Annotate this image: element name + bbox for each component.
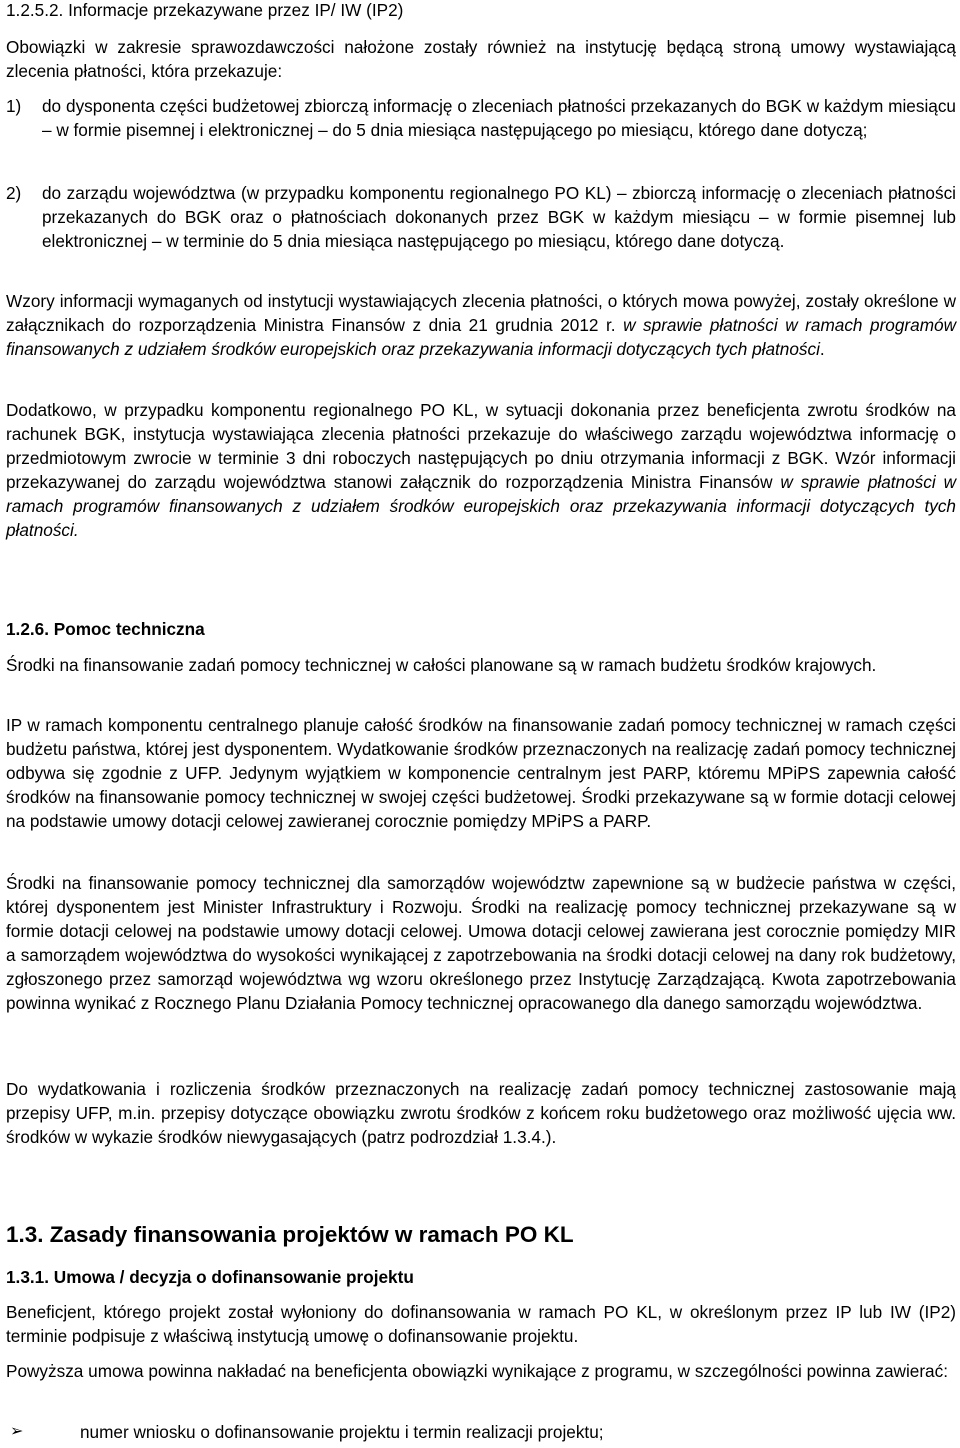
list-number: 1) (6, 96, 22, 116)
paragraph-srodki-krajowe: Środki na finansowanie zadań pomocy technicznej w całości planowane są w ramach budżetu środków krajowych. (6, 655, 877, 675)
bullet-item (6, 1420, 956, 1444)
heading-1-2-5-2: 1.2.5.2. Informacje przekazywane przez IP/ IW (IP2) (6, 0, 404, 20)
heading-1-3-1: 1.3.1. Umowa / decyzja o dofinansowanie projektu (6, 1267, 414, 1287)
list-item-2 (6, 181, 956, 253)
wzory-regulation-title: w sprawie płatności w ramach programów finansowanych z udziałem środków europejskich oraz przekazywania informacji dotyczących tych płatności (6, 315, 956, 359)
heading-1-2-6: 1.2.6. Pomoc techniczna (6, 619, 205, 639)
dodatkowo-text: Dodatkowo, w przypadku komponentu regionalnego PO KL, w sytuacji dokonania przez beneficjenta zwrotu środków na rachunek BGK, instytucja wystawiająca zlecenia płatności przekazuje do właściwego zarządu województwa informację o przedmiotowym zwrocie w terminie 3 dni roboczych następujących po dniu otrzymania informacji z BGK. Wzór informacji przekazywanej do zarządu województwa stanowi załącznik do rozporządzenia Ministra Finansów (6, 400, 956, 492)
list-text: do dysponenta części budżetowej zbiorczą informację o zleceniach płatności przekazanych do BGK w każdym miesiącu – w formie pisemnej i elektronicznej – do 5 dnia miesiąca następującego po miesiącu, którego dane dotyczą; (42, 96, 956, 140)
paragraph-wydatkowanie: Do wydatkowania i rozliczenia środków przeznaczonych na realizację zadań pomocy technicznej zastosowanie mają przepisy UFP, m.in. przepisy dotyczące obowiązku zwrotu środków z końcem roku budżetowego oraz możliwość ujęcia ww. środków w wykazie środków niewygasających (patrz podrozdział 1.3.4.). (6, 1079, 956, 1147)
paragraph-beneficjent: Beneficjent, którego projekt został wyłoniony do dofinansowania w ramach PO KL, w określonym przez IP lub IW (IP2) terminie podpisuje z właściwą instytucją umowę o dofinansowanie projektu. (6, 1302, 956, 1346)
paragraph-samorzady: Środki na finansowanie pomocy technicznej dla samorządów województw zapewnione są w budżecie państwa w części, której dysponentem jest Minister Infrastruktury i Rozwoju. Środki na realizację pomocy technicznej przekazywane są w formie dotacji celowej na podstawie umowy dotacji celowej. Umowa dotacji celowej zawierana jest corocznie pomiędzy MIR a samorządem województwa do wysokości wynikającej z zapotrzebowania na środki dotacji celowej na dany rok budżetowy, zgłoszonego przez samorząd województwa wg wzoru określonego przez Instytucję Zarządzającą. Kwota zapotrzebowania powinna wynikać z Rocznego Planu Działania Pomocy technicznej opracowanego dla danego samorządu województwa. (6, 873, 956, 1013)
dodatkowo-regulation-title: w sprawie płatności w ramach programów finansowanych z udziałem środków europejskich oraz przekazywania informacji dotyczących tych płatności. (6, 472, 956, 540)
paragraph-dodatkowo (6, 398, 956, 542)
bullet-text: numer wniosku o dofinansowanie projektu i termin realizacji projektu; (80, 1422, 604, 1442)
arrow-bullet-icon: ➢ (10, 1423, 24, 1440)
wzory-end: . (819, 339, 825, 359)
paragraph-intro: Obowiązki w zakresie sprawozdawczości nałożone zostały również na instytucję będącą stroną umowy wystawiającą zlecenia płatności, która przekazuje: (6, 37, 956, 81)
paragraph-wzory (6, 289, 956, 361)
list-item-1 (6, 94, 956, 142)
wzory-text: Wzory informacji wymaganych od instytucji wystawiających zlecenia płatności, o których mowa powyżej, zostały określone w załącznikach do rozporządzenia Ministra Finansów z dnia 21 grudnia 2012 r. (6, 291, 956, 335)
paragraph-powyzsza: Powyższa umowa powinna nakładać na beneficjenta obowiązki wynikające z programu, w szczególności powinna zawierać: (6, 1361, 948, 1381)
list-number: 2) (6, 183, 22, 203)
paragraph-ip-komponent: IP w ramach komponentu centralnego planuje całość środków na finansowanie zadań pomocy technicznej w ramach części budżetu państwa, której jest dysponentem. Wydatkowanie środków przeznaczonych na realizację zadań pomocy technicznej odbywa się zgodnie z UFP. Jedynym wyjątkiem w komponencie centralnym jest PARP, któremu MPiPS zapewnia całość środków na finansowanie pomocy technicznej w swojej części budżetowej. Środki przekazywane są w formie dotacji celowej na podstawie umowy dotacji celowej zawieranej corocznie pomiędzy MPiPS a PARP. (6, 715, 956, 831)
heading-1-3: 1.3. Zasady finansowania projektów w ramach PO KL (6, 1222, 574, 1247)
list-text: do zarządu województwa (w przypadku komponentu regionalnego PO KL) – zbiorczą informację o zleceniach płatności przekazanych do BGK oraz o płatnościach dokonanych przez BGK w każdym miesiącu – w formie pisemnej lub elektronicznej – w terminie do 5 dnia miesiąca następującego po miesiącu, którego dane dotyczą. (42, 183, 956, 251)
